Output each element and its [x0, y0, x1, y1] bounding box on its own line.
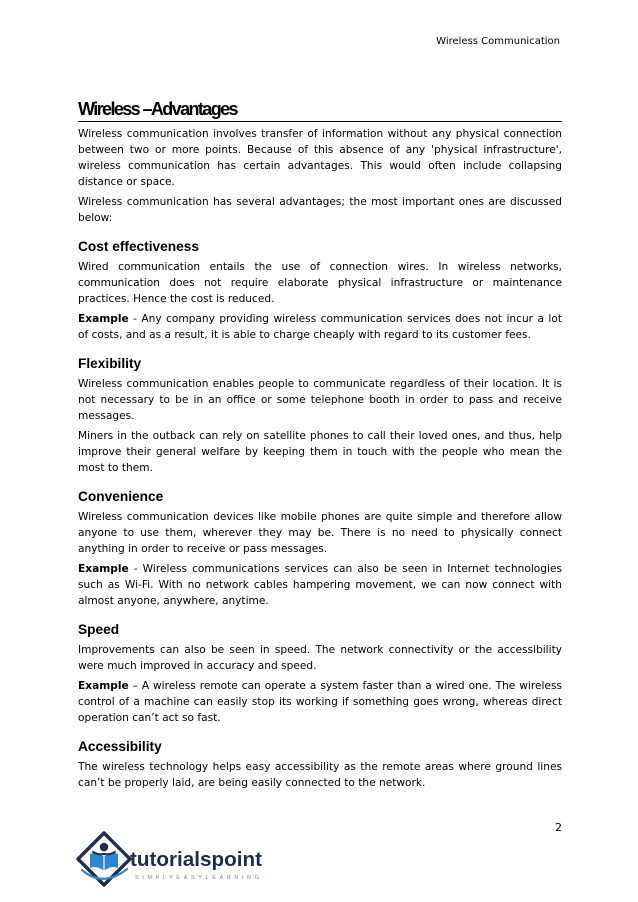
example-text: - Any company providing wireless communication services does not incur a lot of costs, and as a result, it is able to charge cheaply with regard to its customer fees.: [78, 313, 562, 341]
example-paragraph: [78, 561, 562, 609]
example-label: Example: [78, 313, 129, 325]
example-label: Example: [78, 680, 129, 692]
section-cost-effectiveness: [78, 238, 562, 343]
section-heading: Cost effectiveness: [78, 239, 199, 254]
body-paragraph: Wireless communication devices like mobile phones are quite simple and therefore allow anyone to use them, wherever they may be. There is no need to physically connect anything in order to receive or pass messages.: [78, 511, 562, 555]
section-speed: [78, 621, 562, 726]
example-paragraph: [78, 678, 562, 726]
page-number: 2: [555, 821, 562, 834]
intro-paragraph: Wireless communication has several advantages; the most important ones are discussed below:: [78, 196, 562, 224]
section-convenience: [78, 488, 562, 609]
running-header-title: Wireless Communication: [436, 36, 560, 47]
section-flexibility: [78, 355, 562, 476]
body-paragraph: Miners in the outback can rely on satellite phones to call their loved ones, and thus, help improve their general welfare by keeping them in touch with the people who mean the most to them.: [78, 430, 562, 474]
page-title: Wireless –Advantages: [78, 99, 562, 122]
section-heading: Speed: [78, 622, 120, 637]
logo-tagline: SIMPLYEASYLEARNING: [135, 875, 259, 881]
section-heading: Flexibility: [78, 356, 142, 371]
section-heading: Accessibility: [78, 739, 162, 754]
logo-wordmark: tutorialspoint: [130, 849, 263, 871]
example-text: - Wireless communications services can also be seen in Internet technologies such as Wi-Fi. With no network cables hampering movement, we can now connect with almost anyone, anywhere, anytime.: [78, 563, 562, 607]
body-paragraph: Improvements can also be seen in speed. The network connectivity or the accessibility were much improved in accuracy and speed.: [78, 644, 562, 672]
intro-paragraph: Wireless communication involves transfer of information without any physical connection between two or more points. Because of this absence of any 'physical infrastructure', wireless communication has certain advantages. This would often include collapsing distance or space.: [78, 128, 562, 188]
logo-figure-head: [100, 843, 109, 852]
example-paragraph: [78, 311, 562, 343]
example-label: Example: [78, 563, 129, 575]
section-accessibility: [78, 738, 562, 791]
body-paragraph: Wireless communication enables people to communicate regardless of their location. It is not necessary to be in an office or some telephone booth in order to pass and receive messages.: [78, 378, 562, 422]
document-body: [78, 126, 562, 795]
section-heading: Convenience: [78, 489, 164, 504]
body-paragraph: Wired communication entails the use of connection wires. In wireless networks, communication does not require elaborate physical infrastructure or maintenance practices. Hence the cost is reduced.: [78, 261, 562, 305]
tutorialspoint-logo: [76, 828, 266, 892]
intro-section: [78, 126, 562, 226]
body-paragraph: The wireless technology helps easy accessibility as the remote areas where ground lines can’t be properly laid, are being easily connected to the network.: [78, 761, 562, 789]
example-text: – A wireless remote can operate a system faster than a wired one. The wireless control of a machine can easily stop its working if something goes wrong, whereas direct operation can’t act so fast.: [78, 680, 562, 724]
tutorialspoint-diamond-logo-icon: [78, 833, 130, 885]
